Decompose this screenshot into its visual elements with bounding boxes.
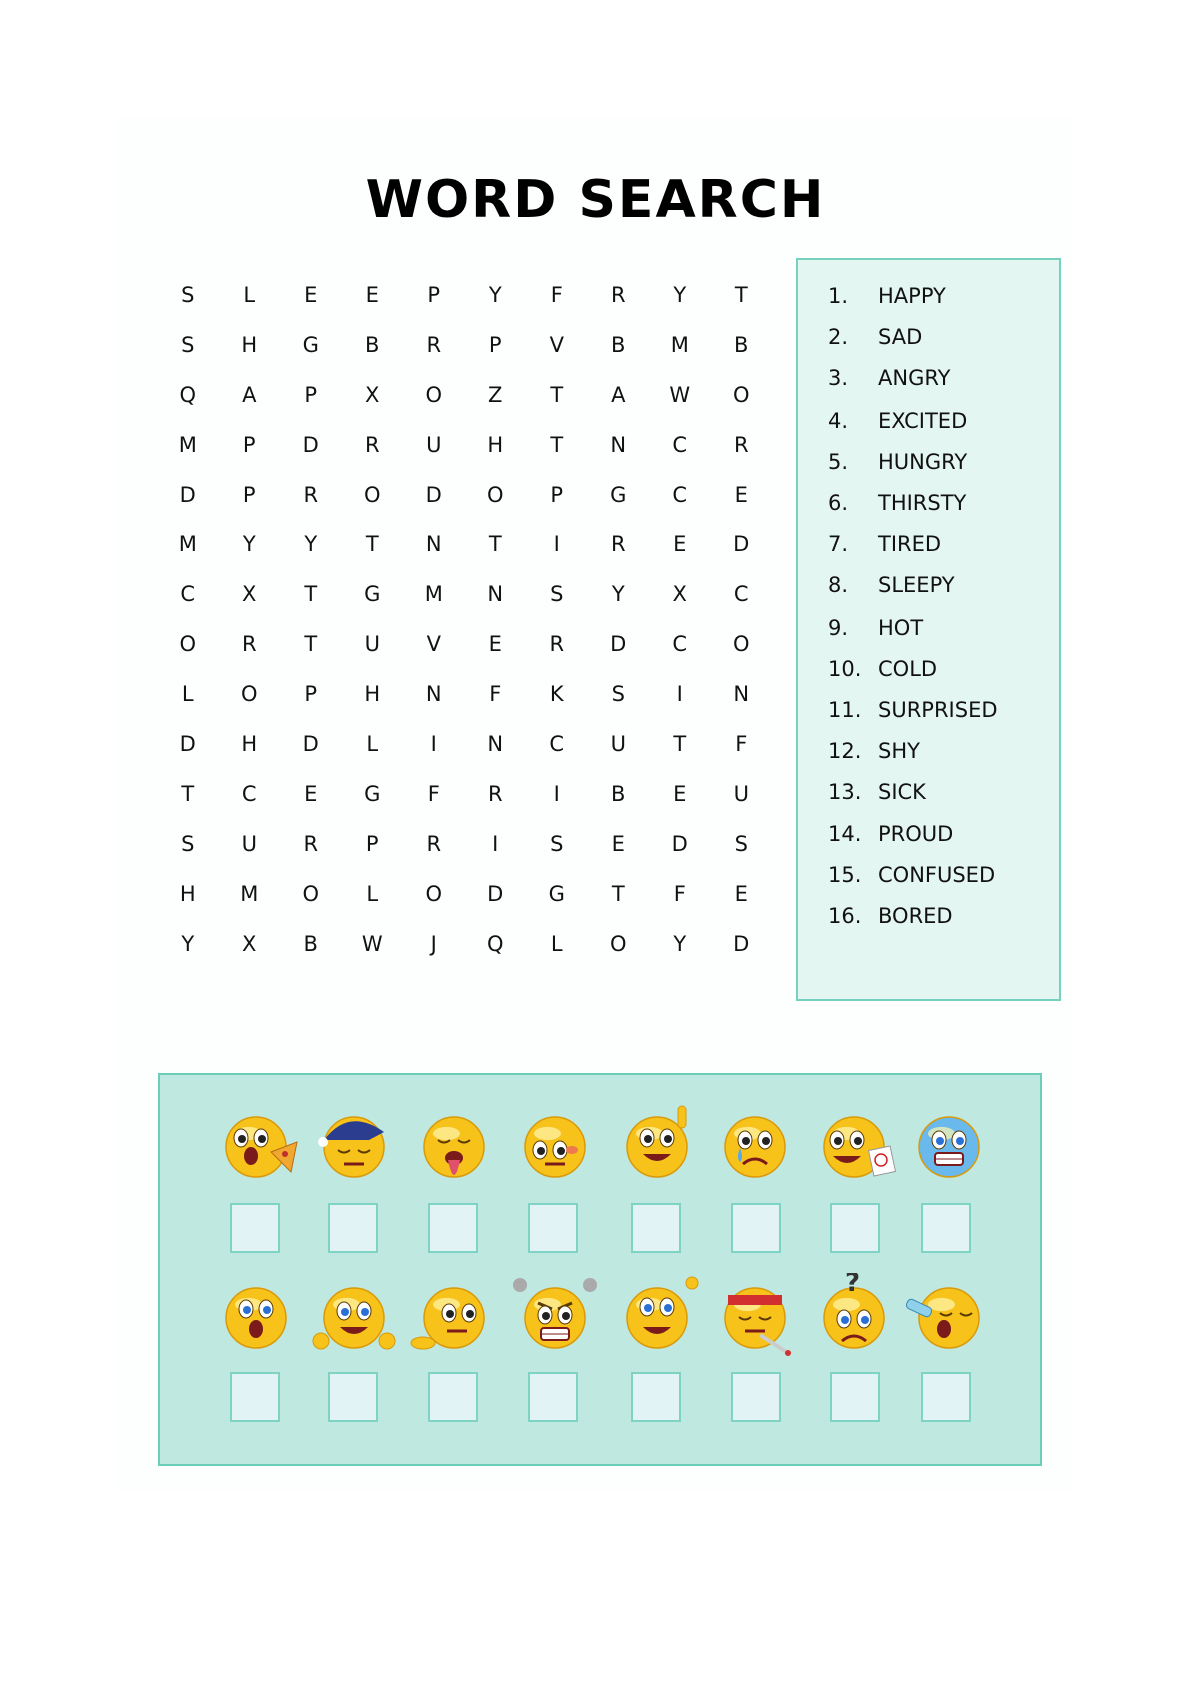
answer-box[interactable] bbox=[830, 1372, 880, 1422]
grid-letter[interactable]: E bbox=[734, 482, 748, 507]
grid-letter[interactable]: C bbox=[241, 781, 257, 806]
grid-letter[interactable]: P bbox=[550, 482, 564, 507]
grid-letter[interactable]: Y bbox=[242, 532, 256, 557]
grid-letter[interactable]: X bbox=[242, 931, 257, 956]
grid-letter[interactable]: V bbox=[549, 332, 564, 357]
grid-letter[interactable]: R bbox=[733, 432, 749, 457]
grid-letter[interactable]: O bbox=[732, 382, 750, 407]
grid-letter[interactable]: I bbox=[676, 682, 683, 707]
grid-letter[interactable]: S bbox=[550, 831, 564, 856]
word-number: 13. bbox=[828, 780, 862, 804]
grid-letter[interactable]: T bbox=[304, 582, 318, 607]
word-text: SHY bbox=[878, 739, 920, 763]
grid-letter[interactable]: E bbox=[673, 781, 687, 806]
word-text: ANGRY bbox=[878, 366, 951, 390]
grid-letter[interactable]: R bbox=[610, 532, 626, 557]
grid-letter[interactable]: R bbox=[241, 632, 257, 657]
grid-letter[interactable]: N bbox=[733, 682, 750, 707]
answer-box[interactable] bbox=[230, 1372, 280, 1422]
grid-letter[interactable]: T bbox=[550, 432, 564, 457]
word-number: 3. bbox=[828, 366, 849, 390]
grid-letter[interactable]: D bbox=[733, 532, 750, 557]
word-list-item bbox=[828, 284, 946, 308]
grid-letter[interactable]: P bbox=[304, 382, 318, 407]
word-list-item bbox=[828, 616, 923, 640]
word-number: 2. bbox=[828, 325, 849, 349]
grid-letter[interactable]: O bbox=[425, 382, 443, 407]
grid-letter[interactable]: U bbox=[733, 781, 749, 806]
grid-letter[interactable]: G bbox=[610, 482, 627, 507]
grid-letter[interactable]: P bbox=[242, 432, 256, 457]
grid-letter[interactable]: M bbox=[670, 332, 689, 357]
grid-letter[interactable]: M bbox=[178, 432, 197, 457]
grid-letter[interactable]: N bbox=[487, 731, 504, 756]
answer-box[interactable] bbox=[731, 1372, 781, 1422]
grid-letter[interactable]: F bbox=[673, 881, 686, 906]
grid-letter[interactable]: I bbox=[492, 831, 499, 856]
grid-letter[interactable]: B bbox=[734, 332, 749, 357]
silly-laughing-emoji bbox=[612, 1273, 702, 1363]
grid-letter[interactable]: P bbox=[488, 332, 502, 357]
answer-box[interactable] bbox=[230, 1203, 280, 1253]
grid-letter[interactable]: J bbox=[430, 931, 437, 956]
grid-letter[interactable]: U bbox=[426, 432, 442, 457]
grid-letter[interactable]: T bbox=[488, 532, 502, 557]
word-number: 7. bbox=[828, 532, 849, 556]
grid-letter[interactable]: E bbox=[304, 781, 318, 806]
grid-letter[interactable]: R bbox=[426, 831, 442, 856]
grid-letter[interactable]: Y bbox=[673, 282, 687, 307]
word-list-item bbox=[828, 325, 922, 349]
grid-letter[interactable]: T bbox=[181, 781, 195, 806]
proud-grade-emoji bbox=[809, 1102, 899, 1192]
answer-box[interactable] bbox=[428, 1372, 478, 1422]
word-text: COLD bbox=[878, 657, 938, 681]
grid-letter[interactable]: F bbox=[427, 781, 440, 806]
answer-box[interactable] bbox=[631, 1203, 681, 1253]
word-list-panel bbox=[796, 258, 1061, 1001]
word-text: HOT bbox=[878, 616, 924, 640]
sleepy-nightcap-emoji bbox=[309, 1102, 399, 1192]
word-number: 14. bbox=[828, 822, 862, 846]
grid-letter[interactable]: O bbox=[425, 881, 443, 906]
grid-letter[interactable]: Y bbox=[611, 582, 625, 607]
grid-letter[interactable]: X bbox=[365, 382, 380, 407]
grid-letter[interactable]: M bbox=[178, 532, 197, 557]
grid-letter[interactable]: N bbox=[487, 582, 504, 607]
grid-letter[interactable]: R bbox=[487, 781, 503, 806]
answer-box[interactable] bbox=[528, 1203, 578, 1253]
grid-letter[interactable]: G bbox=[364, 781, 381, 806]
letter-grid bbox=[157, 282, 772, 988]
grid-letter[interactable]: G bbox=[364, 582, 381, 607]
grid-letter[interactable]: B bbox=[303, 931, 318, 956]
grid-letter[interactable]: T bbox=[365, 532, 379, 557]
grid-letter[interactable]: R bbox=[610, 282, 626, 307]
emoji-matching-panel bbox=[158, 1073, 1042, 1466]
grid-letter[interactable]: M bbox=[240, 881, 259, 906]
grid-letter[interactable]: I bbox=[553, 532, 560, 557]
answer-box[interactable] bbox=[528, 1372, 578, 1422]
grid-letter[interactable]: F bbox=[550, 282, 563, 307]
grid-letter[interactable]: T bbox=[673, 731, 687, 756]
word-text: PROUD bbox=[878, 822, 954, 846]
grid-letter[interactable]: S bbox=[181, 332, 195, 357]
word-list-item bbox=[828, 657, 937, 681]
grid-letter[interactable]: S bbox=[181, 831, 195, 856]
grid-letter[interactable]: D bbox=[487, 881, 504, 906]
grid-letter[interactable]: D bbox=[610, 632, 627, 657]
word-text: BORED bbox=[878, 904, 953, 928]
grid-letter[interactable]: S bbox=[611, 682, 625, 707]
word-list-item bbox=[828, 822, 953, 846]
shy-blushing-emoji bbox=[510, 1102, 600, 1192]
word-number: 12. bbox=[828, 739, 862, 763]
grid-letter[interactable]: W bbox=[669, 382, 691, 407]
grid-letter[interactable]: Y bbox=[304, 532, 318, 557]
excited-pointing-emoji bbox=[612, 1102, 702, 1192]
grid-letter[interactable]: H bbox=[179, 881, 196, 906]
word-number: 5. bbox=[828, 450, 849, 474]
grid-letter[interactable]: I bbox=[430, 731, 437, 756]
word-list-item bbox=[828, 532, 941, 556]
grid-letter[interactable]: R bbox=[549, 632, 565, 657]
grid-letter[interactable]: B bbox=[365, 332, 380, 357]
grid-letter[interactable]: R bbox=[426, 332, 442, 357]
grid-letter[interactable]: N bbox=[610, 432, 627, 457]
grid-letter[interactable]: O bbox=[363, 482, 381, 507]
hungry-pizza-emoji bbox=[211, 1102, 301, 1192]
answer-box[interactable] bbox=[731, 1203, 781, 1253]
grid-letter[interactable]: Y bbox=[181, 931, 195, 956]
grid-letter[interactable]: D bbox=[425, 482, 442, 507]
grid-letter[interactable]: B bbox=[611, 781, 626, 806]
grid-letter[interactable]: W bbox=[361, 931, 383, 956]
grid-letter[interactable]: C bbox=[549, 731, 565, 756]
grid-letter[interactable]: O bbox=[732, 632, 750, 657]
confused-question-emoji bbox=[809, 1273, 899, 1363]
grid-letter[interactable]: C bbox=[672, 482, 688, 507]
grid-letter[interactable]: G bbox=[302, 332, 319, 357]
word-text: SAD bbox=[878, 325, 923, 349]
word-number: 15. bbox=[828, 863, 862, 887]
tired-tongue-emoji bbox=[409, 1102, 499, 1192]
word-text: HAPPY bbox=[878, 284, 946, 308]
grid-letter[interactable]: R bbox=[303, 831, 319, 856]
answer-box[interactable] bbox=[921, 1372, 971, 1422]
grid-letter[interactable]: O bbox=[302, 881, 320, 906]
grid-letter[interactable]: H bbox=[364, 682, 381, 707]
answer-box[interactable] bbox=[328, 1372, 378, 1422]
word-list-item bbox=[828, 450, 967, 474]
happy-thumbs-emoji bbox=[309, 1273, 399, 1363]
word-list-item bbox=[828, 863, 995, 887]
grid-letter[interactable]: Y bbox=[488, 282, 502, 307]
word-number: 6. bbox=[828, 491, 849, 515]
sick-thermometer-emoji bbox=[710, 1273, 800, 1363]
grid-letter[interactable]: E bbox=[611, 831, 625, 856]
grid-letter[interactable]: T bbox=[734, 282, 748, 307]
word-list-item bbox=[828, 491, 966, 515]
grid-letter[interactable]: C bbox=[672, 632, 688, 657]
grid-letter[interactable]: V bbox=[426, 632, 441, 657]
page-title: WORD SEARCH bbox=[365, 170, 826, 230]
grid-letter[interactable]: U bbox=[364, 632, 380, 657]
word-list-item bbox=[828, 739, 920, 763]
word-list-item bbox=[828, 573, 955, 597]
grid-letter[interactable]: Z bbox=[488, 382, 503, 407]
grid-letter[interactable]: L bbox=[366, 881, 379, 906]
word-list-item bbox=[828, 366, 950, 390]
grid-letter[interactable]: C bbox=[733, 582, 749, 607]
grid-letter[interactable]: P bbox=[427, 282, 441, 307]
grid-letter[interactable]: X bbox=[242, 582, 257, 607]
grid-letter[interactable]: O bbox=[179, 632, 197, 657]
grid-letter[interactable]: Q bbox=[486, 931, 504, 956]
grid-letter[interactable]: D bbox=[179, 482, 196, 507]
grid-letter[interactable]: K bbox=[549, 682, 564, 707]
grid-letter[interactable]: H bbox=[241, 332, 258, 357]
word-list-item bbox=[828, 904, 953, 928]
word-number: 8. bbox=[828, 573, 849, 597]
grid-letter[interactable]: L bbox=[181, 682, 194, 707]
grid-letter[interactable]: M bbox=[424, 582, 443, 607]
grid-letter[interactable]: N bbox=[425, 682, 442, 707]
grid-letter[interactable]: R bbox=[303, 482, 319, 507]
grid-letter[interactable]: F bbox=[735, 731, 748, 756]
grid-letter[interactable]: D bbox=[302, 731, 319, 756]
word-text: EXCITED bbox=[878, 409, 968, 433]
word-number: 9. bbox=[828, 616, 849, 640]
cold-frozen-emoji bbox=[904, 1102, 994, 1192]
bored-chin-emoji bbox=[409, 1273, 499, 1363]
svg-text:?: ? bbox=[845, 1273, 861, 1298]
grid-letter[interactable]: T bbox=[550, 382, 564, 407]
grid-letter[interactable]: A bbox=[242, 382, 257, 407]
grid-letter[interactable]: T bbox=[304, 632, 318, 657]
grid-letter[interactable]: D bbox=[733, 931, 750, 956]
word-text: TIRED bbox=[878, 532, 942, 556]
grid-letter[interactable]: I bbox=[553, 781, 560, 806]
grid-letter[interactable]: H bbox=[241, 731, 258, 756]
grid-letter[interactable]: E bbox=[734, 881, 748, 906]
grid-letter[interactable]: D bbox=[302, 432, 319, 457]
word-text: HUNGRY bbox=[878, 450, 968, 474]
answer-box[interactable] bbox=[631, 1372, 681, 1422]
grid-letter[interactable]: C bbox=[180, 582, 196, 607]
grid-letter[interactable]: F bbox=[489, 682, 502, 707]
angry-steam-emoji bbox=[510, 1273, 600, 1363]
grid-letter[interactable]: N bbox=[425, 532, 442, 557]
grid-letter[interactable]: A bbox=[611, 382, 626, 407]
grid-letter[interactable]: O bbox=[609, 931, 627, 956]
word-number: 10. bbox=[828, 657, 862, 681]
answer-box[interactable] bbox=[328, 1203, 378, 1253]
grid-letter[interactable]: Y bbox=[673, 931, 687, 956]
word-text: SLEEPY bbox=[878, 573, 955, 597]
word-number: 16. bbox=[828, 904, 862, 928]
grid-letter[interactable]: X bbox=[672, 582, 687, 607]
grid-letter[interactable]: O bbox=[240, 682, 258, 707]
grid-letter[interactable]: Q bbox=[179, 382, 197, 407]
word-text: SURPRISED bbox=[878, 698, 998, 722]
grid-letter[interactable]: G bbox=[548, 881, 565, 906]
grid-letter[interactable]: L bbox=[243, 282, 256, 307]
grid-letter[interactable]: T bbox=[611, 881, 625, 906]
grid-letter[interactable]: E bbox=[673, 532, 687, 557]
grid-letter[interactable]: P bbox=[304, 682, 318, 707]
thirsty-drinking-emoji bbox=[904, 1273, 994, 1363]
grid-letter[interactable]: U bbox=[610, 731, 626, 756]
grid-letter[interactable]: C bbox=[672, 432, 688, 457]
grid-letter[interactable]: D bbox=[179, 731, 196, 756]
grid-letter[interactable]: E bbox=[365, 282, 379, 307]
answer-box[interactable] bbox=[830, 1203, 880, 1253]
grid-letter[interactable]: L bbox=[366, 731, 379, 756]
grid-letter[interactable]: H bbox=[487, 432, 504, 457]
grid-letter[interactable]: P bbox=[242, 482, 256, 507]
grid-letter[interactable]: L bbox=[550, 931, 563, 956]
surprised-emoji bbox=[211, 1273, 301, 1363]
word-number: 4. bbox=[828, 409, 849, 433]
answer-box[interactable] bbox=[428, 1203, 478, 1253]
word-text: CONFUSED bbox=[878, 863, 996, 887]
sad-crying-emoji bbox=[710, 1102, 800, 1192]
grid-letter[interactable]: S bbox=[734, 831, 748, 856]
grid-letter[interactable]: U bbox=[241, 831, 257, 856]
grid-letter[interactable]: E bbox=[304, 282, 318, 307]
grid-letter[interactable]: S bbox=[550, 582, 564, 607]
word-list-item bbox=[828, 698, 998, 722]
word-list-item bbox=[828, 409, 967, 433]
grid-letter[interactable]: P bbox=[365, 831, 379, 856]
grid-letter[interactable]: B bbox=[611, 332, 626, 357]
grid-letter[interactable]: S bbox=[181, 282, 195, 307]
word-number: 11. bbox=[828, 698, 862, 722]
answer-box[interactable] bbox=[921, 1203, 971, 1253]
word-number: 1. bbox=[828, 284, 849, 308]
grid-letter[interactable]: E bbox=[488, 632, 502, 657]
grid-letter[interactable]: R bbox=[364, 432, 380, 457]
grid-letter[interactable]: O bbox=[486, 482, 504, 507]
word-list-item bbox=[828, 780, 926, 804]
word-text: SICK bbox=[878, 780, 926, 804]
word-text: THIRSTY bbox=[878, 491, 967, 515]
grid-letter[interactable]: D bbox=[671, 831, 688, 856]
